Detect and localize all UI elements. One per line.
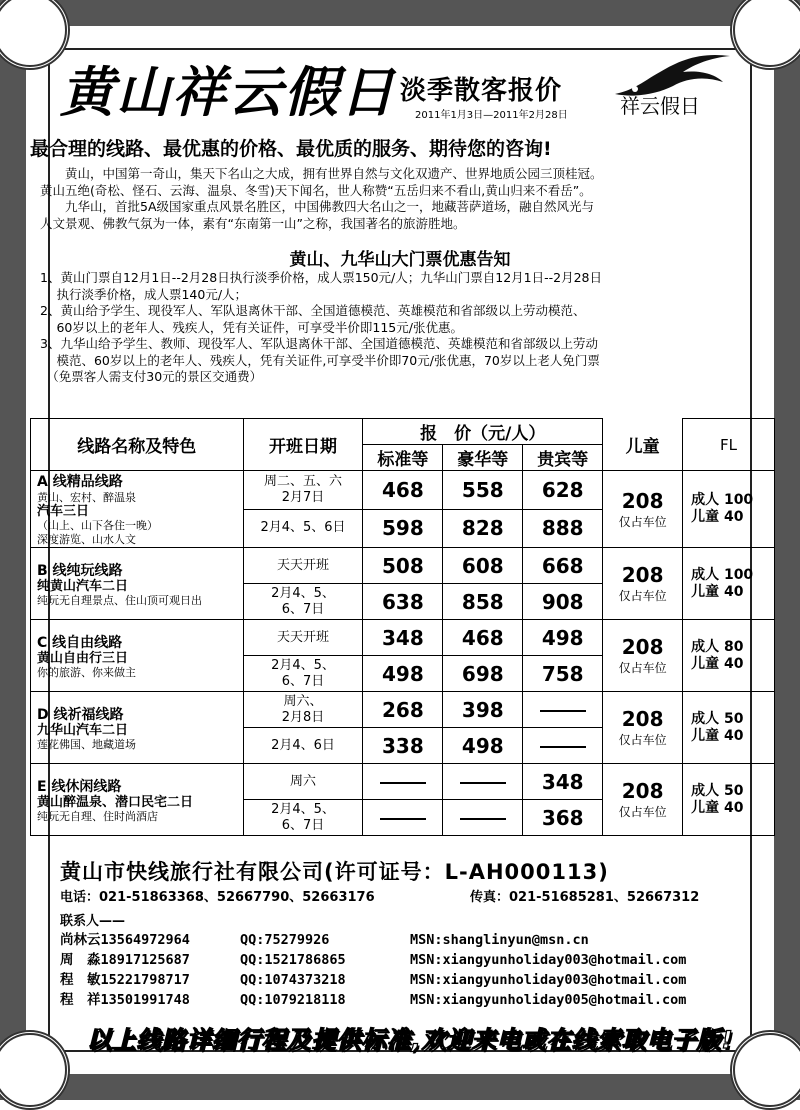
departure-date: 2月4、5、 6、7日 <box>243 584 363 620</box>
route-name: E 线休闲线路 <box>37 778 122 795</box>
price-standard: 638 <box>363 584 443 620</box>
price-standard: 468 <box>363 471 443 510</box>
route-name: A 线精品线路 <box>37 474 123 490</box>
price-deluxe: 468 <box>443 620 523 656</box>
departure-date: 天天开班 <box>243 620 363 656</box>
route-feature: 纯黄山汽车二日 <box>37 578 129 594</box>
route-feature: 莲花佛国、地藏道场 <box>37 737 136 751</box>
header-deluxe: 豪华等 <box>443 445 523 471</box>
price-standard: 348 <box>363 620 443 656</box>
price-vip: 668 <box>523 548 603 584</box>
notice-line: 模范、60岁以上的老年人、残疾人，凭有关证件,可享受半价即70元/张优惠，70岁以上老人免门票 <box>40 352 600 368</box>
child-note: 仅占车位 <box>618 805 667 819</box>
child-price-cell <box>603 471 683 548</box>
intro-line: 九华山，首批5A级国家重点风景名胜区，中国佛教四大名山之一，地藏菩萨道场，融自然风光与 <box>40 199 595 214</box>
table-row <box>31 548 775 584</box>
price-vip: 908 <box>523 584 603 620</box>
price-deluxe: 558 <box>443 471 523 510</box>
route-feature: 汽车三日 <box>37 504 90 519</box>
price-standard: 598 <box>363 509 443 548</box>
fl-adult: 成人 100 <box>691 566 754 583</box>
child-price-cell <box>603 692 683 764</box>
child-price-cell <box>603 548 683 620</box>
table-row <box>31 692 775 728</box>
route-feature: 深度游览、山水人文 <box>37 533 136 546</box>
price-vip: 348 <box>523 764 603 800</box>
contact-row <box>60 928 589 948</box>
child-price-cell <box>603 764 683 836</box>
fl-child: 儿童 40 <box>691 655 744 672</box>
fl-child: 儿童 40 <box>691 727 744 744</box>
intro-line: 黄山，中国第一奇山，集天下名山之大成，拥有世界自然与文化双遗产、世界地质公园三顶桂冠。 <box>40 166 603 181</box>
route-feature: 你的旅游、你来做主 <box>37 665 136 679</box>
child-price: 208 <box>621 779 664 803</box>
fl-adult: 成人 100 <box>691 492 754 508</box>
contact-qq: QQ:1074373218 <box>240 972 346 988</box>
notice-line: 执行淡季价格，成人票140元/人； <box>40 286 248 302</box>
departure-date: 周六、 2月8日 <box>243 692 363 728</box>
intro-text <box>40 166 760 232</box>
notice-line: 3、九华山给予学生、教师、现役军人、军队退离休干部、全国道德模范、英雄模范和省部级以上劳动 <box>40 336 598 351</box>
contact-qq: QQ:75279926 <box>240 932 330 948</box>
price-deluxe: 608 <box>443 548 523 584</box>
contact-msn: MSN:xiangyunholiday005@hotmail.com <box>410 992 687 1008</box>
contact-qq: QQ:1521786865 <box>240 952 346 968</box>
contact-name: 尚林云13564972964 <box>60 932 190 948</box>
notice-line: 1、黄山门票自12月1日--2月28日执行淡季价格，成人票150元/人；九华山门票自12月1日--2月28日 <box>40 270 603 285</box>
fl-cell <box>683 471 775 548</box>
price-vip: 758 <box>523 656 603 692</box>
route-cell <box>31 692 244 764</box>
route-name: C 线自由线路 <box>37 634 123 651</box>
price-deluxe: 698 <box>443 656 523 692</box>
fl-adult: 成人 50 <box>691 710 744 727</box>
header-route: 线路名称及特色 <box>31 419 244 471</box>
header-date: 开班日期 <box>243 419 363 471</box>
fl-child: 儿童 40 <box>691 509 744 525</box>
table-row <box>31 620 775 656</box>
flyer-subtitle: 淡季散客报价 <box>400 76 563 106</box>
contact-row <box>60 948 686 968</box>
price-deluxe <box>443 764 523 800</box>
price-deluxe <box>443 800 523 836</box>
header-child-label: 儿童 <box>625 436 660 457</box>
price-vip: 498 <box>523 620 603 656</box>
price-deluxe: 858 <box>443 584 523 620</box>
price-vip: 368 <box>523 800 603 836</box>
price-vip <box>523 728 603 764</box>
date-range: 2011年1月3日—2011年2月28日 <box>415 110 568 121</box>
child-price: 208 <box>621 707 664 731</box>
contacts-title: 联系人—— <box>60 914 126 929</box>
fl-cell <box>683 548 775 620</box>
footer-banner: 以上线路详细行程及提供标准,欢迎来电或在线索取电子版! <box>86 1026 734 1054</box>
price-table <box>30 418 775 836</box>
header-standard: 标准等 <box>363 445 443 471</box>
price-standard: 268 <box>363 692 443 728</box>
price-table-body <box>31 471 775 836</box>
fl-adult: 成人 50 <box>691 782 744 799</box>
contact-qq: QQ:1079218118 <box>240 992 346 1008</box>
intro-line: 人文景观、佛教气氛为一体，素有“东南第一山”之称，我国著名的旅游胜地。 <box>40 215 466 231</box>
table-row <box>31 471 775 510</box>
price-deluxe: 398 <box>443 692 523 728</box>
route-cell <box>31 548 244 620</box>
departure-date: 2月4、5、 6、7日 <box>243 800 363 836</box>
header-fl: FL <box>683 419 775 471</box>
route-feature: 黄山自由行三日 <box>37 650 129 666</box>
notice-title: 黄山、九华山大门票优惠告知 <box>289 250 511 270</box>
no-price-dash <box>460 818 506 820</box>
contact-msn: MSN:xiangyunholiday003@hotmail.com <box>410 952 687 968</box>
no-price-dash <box>540 746 586 748</box>
contact-row <box>60 988 686 1008</box>
fl-child: 儿童 40 <box>691 583 744 600</box>
child-note: 仅占车位 <box>618 661 667 675</box>
price-deluxe: 498 <box>443 728 523 764</box>
fl-cell <box>683 692 775 764</box>
tagline: 最合理的线路、最优惠的价格、最优质的服务、期待您的咨询! <box>30 138 552 160</box>
route-name: D 线祈福线路 <box>37 706 124 723</box>
departure-date: 2月4、5、6日 <box>243 509 363 548</box>
contact-name: 程 敏15221798717 <box>60 972 190 988</box>
contact-name: 程 祥13501991748 <box>60 992 190 1008</box>
company-name: 黄山市快线旅行社有限公司(许可证号：L-AH000113) <box>60 860 609 884</box>
price-standard: 508 <box>363 548 443 584</box>
flyer-content <box>30 30 770 1070</box>
price-standard: 498 <box>363 656 443 692</box>
child-price: 208 <box>621 488 664 513</box>
route-cell <box>31 620 244 692</box>
price-vip <box>523 692 603 728</box>
notice-line: 2、黄山给予学生、现役军人、军队退离休干部、全国道德模范、英雄模范和省部级以上劳动模范、 <box>40 303 586 318</box>
no-price-dash <box>380 818 426 820</box>
departure-date: 2月4、5、 6、7日 <box>243 656 363 692</box>
phone-numbers: 电话：021-51863368、52667790、52663176 <box>60 890 375 905</box>
fl-cell <box>683 620 775 692</box>
notice-line: 60岁以上的老年人、残疾人，凭有关证件，可享受半价即115元/张优惠。 <box>40 319 463 335</box>
fl-child: 儿童 40 <box>691 799 744 816</box>
route-name: B 线纯玩线路 <box>37 562 123 579</box>
child-note: 仅占车位 <box>618 514 667 529</box>
route-feature: 黄山醉温泉、潜口民宅二日 <box>37 794 194 810</box>
child-price: 208 <box>621 635 664 659</box>
route-cell <box>31 764 244 836</box>
child-note: 仅占车位 <box>618 733 667 747</box>
flyer-title: 黄山祥云假日 <box>60 60 396 124</box>
route-cell <box>31 471 244 548</box>
notice-line: （免票客人需支付30元的景区交通费） <box>40 369 263 384</box>
route-feature: 纯玩无自理景点、住山顶可观日出 <box>37 593 202 607</box>
child-price-cell <box>603 620 683 692</box>
price-vip: 628 <box>523 471 603 510</box>
header-vip: 贵宾等 <box>523 445 603 471</box>
price-standard <box>363 764 443 800</box>
price-deluxe: 828 <box>443 509 523 548</box>
route-feature: 九华山汽车二日 <box>37 722 129 738</box>
departure-date: 2月4、6日 <box>243 728 363 764</box>
contact-msn: MSN:xiangyunholiday003@hotmail.com <box>410 972 687 988</box>
fl-adult: 成人 80 <box>691 638 744 655</box>
contact-msn: MSN:shanglinyun@msn.cn <box>410 932 589 948</box>
departure-date: 周二、五、六 2月7日 <box>243 471 363 510</box>
child-note: 仅占车位 <box>618 589 667 603</box>
no-price-dash <box>380 782 426 784</box>
contact-row <box>60 968 686 988</box>
fl-cell <box>683 764 775 836</box>
route-feature: 纯玩无自理、住时尚酒店 <box>37 809 158 823</box>
route-feature: （山上、山下各住一晚） <box>37 519 158 532</box>
child-price: 208 <box>621 563 664 587</box>
route-feature: 黄山、宏村、醉温泉 <box>37 491 136 504</box>
table-row <box>31 764 775 800</box>
departure-date: 周六 <box>243 764 363 800</box>
price-standard <box>363 800 443 836</box>
no-price-dash <box>460 782 506 784</box>
header-price: 报 价（元/人） <box>363 419 603 445</box>
price-vip: 888 <box>523 509 603 548</box>
departure-date: 天天开班 <box>243 548 363 584</box>
no-price-dash <box>540 710 586 712</box>
header-child <box>603 419 683 471</box>
notice-text <box>40 270 760 386</box>
price-standard: 338 <box>363 728 443 764</box>
intro-line: 黄山五绝(奇松、怪石、云海、温泉、冬雪)天下闻名，世人称赞“五岳归来不看山,黄山归来不看岳”。 <box>40 182 592 198</box>
fax-numbers: 传真：021-51685281、52667312 <box>470 890 700 905</box>
contact-name: 周 淼18917125687 <box>60 952 190 968</box>
brand-name: 祥云假日 <box>620 94 700 118</box>
